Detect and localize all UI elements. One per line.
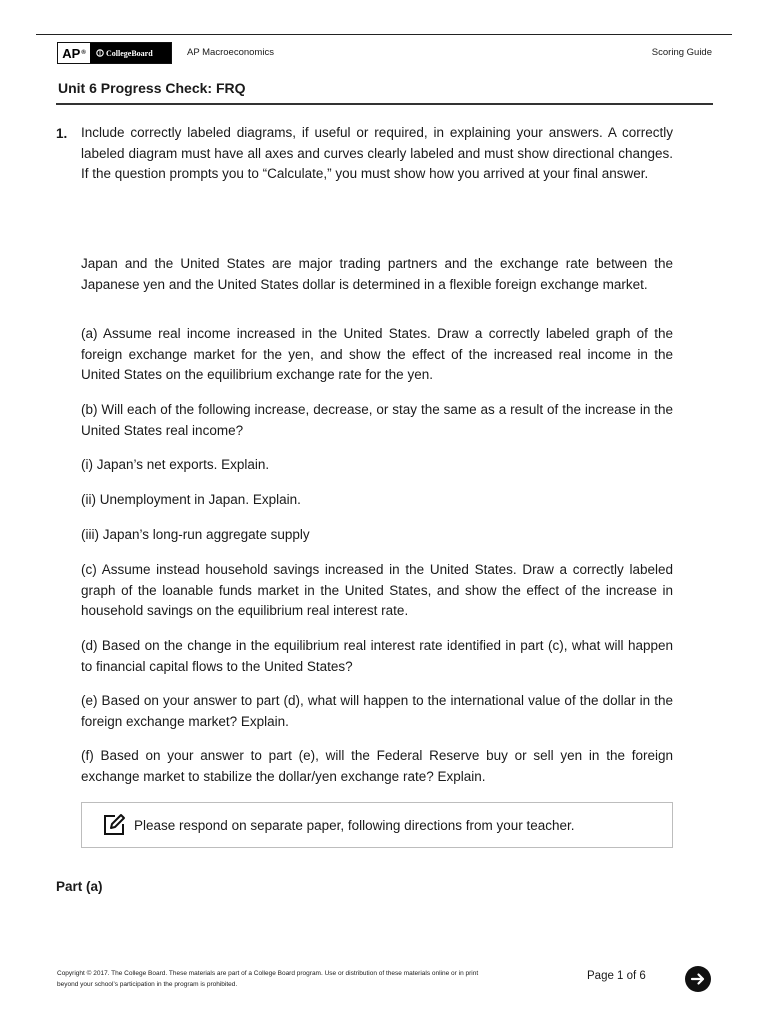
- ap-college-board-logo: [57, 42, 172, 64]
- response-instructions-text: Please respond on separate paper, following directions from your teacher.: [134, 817, 575, 833]
- question-number: 1.: [56, 126, 68, 141]
- part-d-prompt: (d) Based on the change in the equilibrium real interest rate identified in part (c), what will happen to financial capital flows to the United States?: [81, 638, 673, 674]
- ap-logo-mark: AP ®: [58, 43, 90, 63]
- part-b-i-prompt: (i) Japan’s net exports. Explain.: [81, 457, 270, 472]
- next-page-button[interactable]: [685, 966, 711, 992]
- part-e-prompt: (e) Based on your answer to part (d), what will happen to the international value of the dollar in the foreign exchange market? Explain.: [81, 693, 673, 729]
- part-a-heading: Part (a): [56, 879, 103, 894]
- part-c-prompt: (c) Assume instead household savings increased in the United States. Draw a correctly labeled graph of the loanable funds market in the United States, and show the effect of the increase in household savings on the equilibrium real interest rate.: [81, 562, 673, 618]
- top-divider: [36, 34, 732, 35]
- response-instructions-box: [81, 802, 673, 848]
- part-b-ii-prompt: (ii) Unemployment in Japan. Explain.: [81, 492, 301, 507]
- page-indicator: Page 1 of 6: [587, 970, 646, 982]
- page-title: Unit 6 Progress Check: FRQ: [58, 80, 246, 96]
- college-board-wordmark: CollegeBoard: [90, 43, 171, 63]
- edit-icon: [102, 813, 126, 837]
- scoring-guide-label: Scoring Guide: [651, 47, 712, 58]
- title-divider: [56, 103, 713, 105]
- part-f-prompt: (f) Based on your answer to part (e), will the Federal Reserve buy or sell yen in the foreign exchange market to stabilize the dollar/yen exchange rate? Explain.: [81, 748, 673, 784]
- part-a-prompt: (a) Assume real income increased in the United States. Draw a correctly labeled graph of the foreign exchange market for the yen, and show the effect of the increased real income in the United States on the equilibrium exchange rate for the yen.: [81, 326, 673, 382]
- instructions-text: Include correctly labeled diagrams, if useful or required, in explaining your answers. A correctly labeled diagram must have all axes and curves clearly labeled and must show directional changes. If the question prompts you to “Calculate,” you must show how you arrived at your final answer.: [81, 125, 673, 181]
- part-b-iii-prompt: (iii) Japan’s long-run aggregate supply: [81, 527, 310, 542]
- copyright-notice: Copyright © 2017. The College Board. These materials are part of a College Board program. Use or distribution of these materials online or in print beyond your school’s participation in the program is prohibited.: [57, 970, 479, 988]
- arrow-right-icon: [690, 971, 706, 987]
- acorn-icon: [96, 49, 104, 57]
- part-b-prompt: (b) Will each of the following increase, decrease, or stay the same as a result of the increase in the United States real income?: [81, 402, 673, 438]
- course-name: AP Macroeconomics: [187, 47, 274, 58]
- question-intro: Japan and the United States are major trading partners and the exchange rate between the Japanese yen and the United States dollar is determined in a flexible foreign exchange market.: [81, 256, 673, 292]
